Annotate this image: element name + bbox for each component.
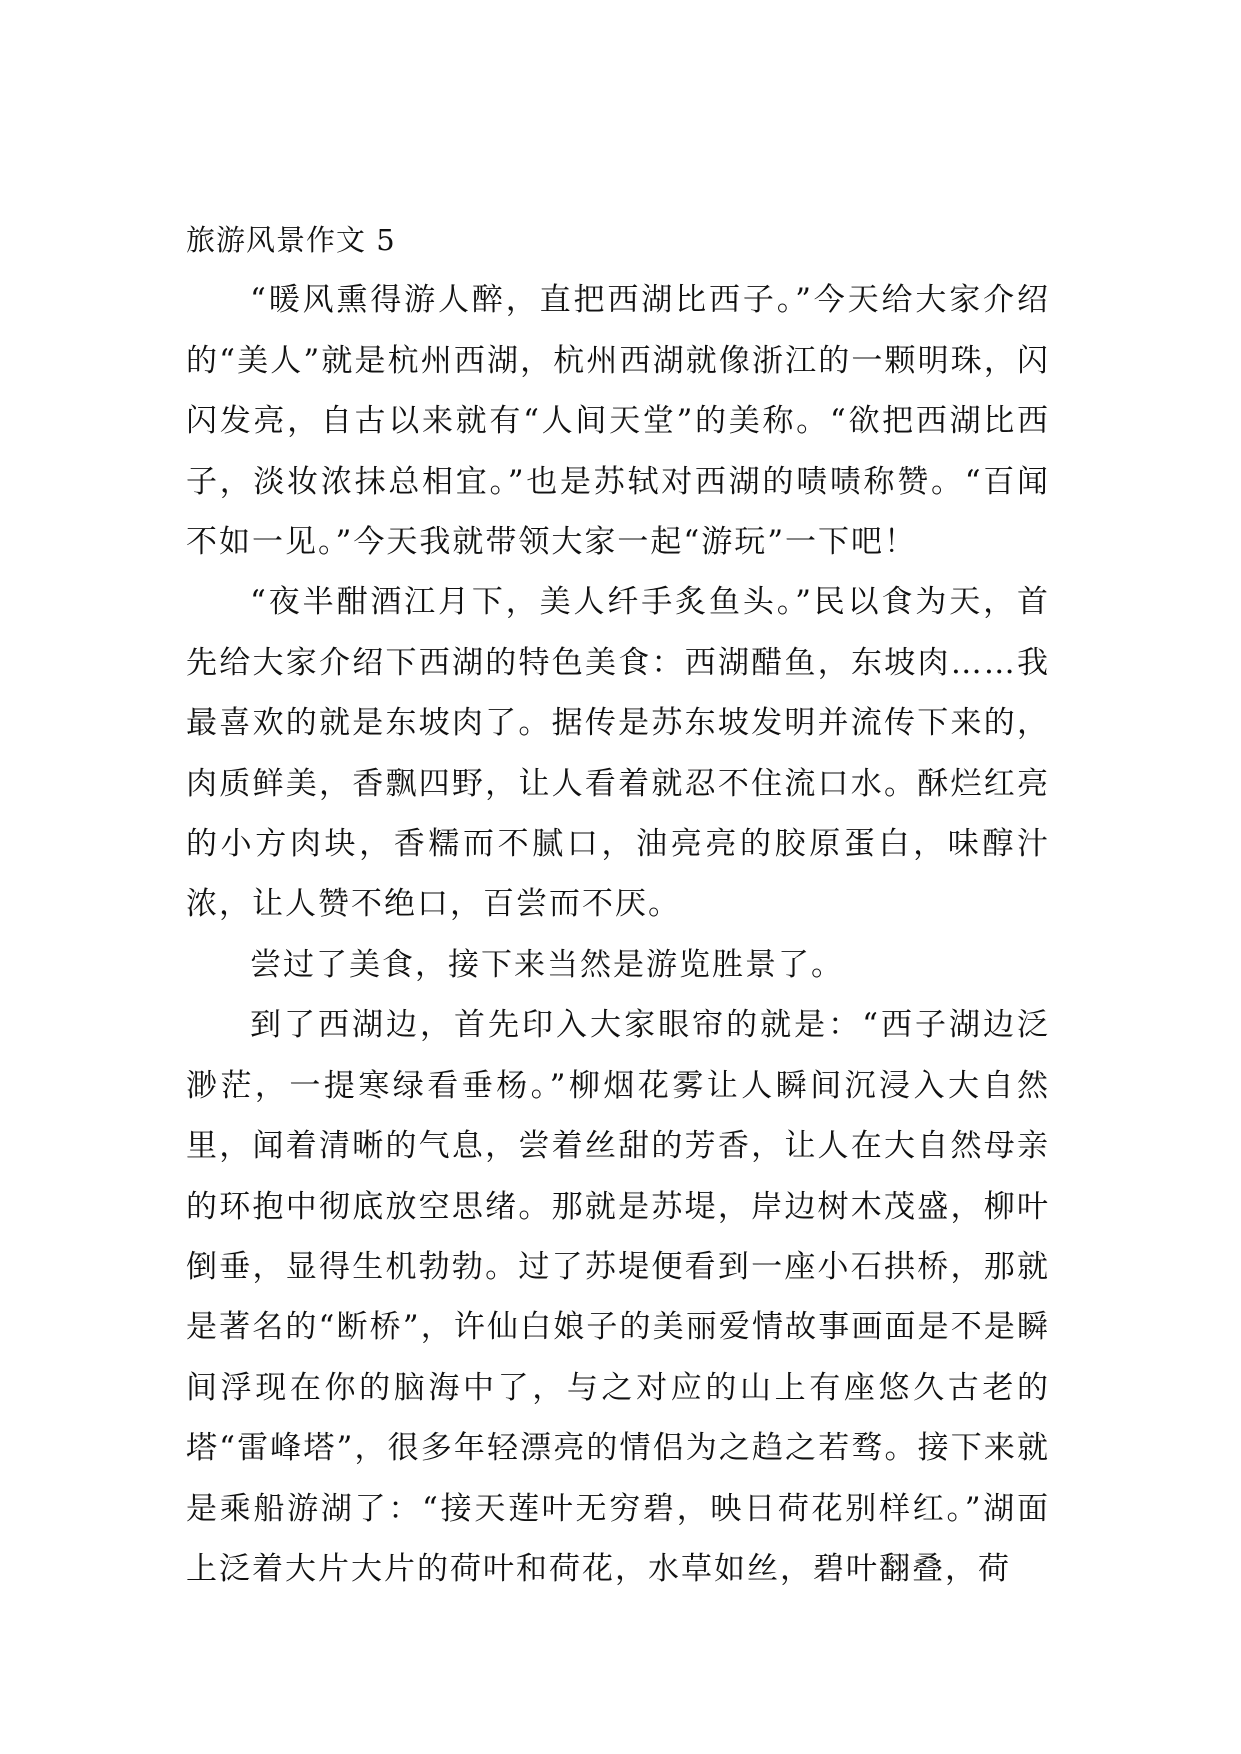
paragraph-intro: “暖风熏得游人醉，直把西湖比西子。”今天给大家介绍的“美人”就是杭州西湖，杭州西湖就像浙江的一颗明珠，闪闪发亮，自古以来就有“人间天堂”的美称。“欲把西湖比西子，淡妆浓抹总相宜。”也是苏轼对西湖的啧啧称赞。“百闻不如一见。”今天我就带领大家一起“游玩”一下吧！ <box>186 282 1050 561</box>
document-body <box>186 210 1050 1599</box>
paragraph-scenery: 到了西湖边，首先印入大家眼帘的就是：“西子湖边泛渺茫，一提寒绿看垂杨。”柳烟花雾让人瞬间沉浸入大自然里，闻着清晰的气息，尝着丝甜的芳香，让人在大自然母亲的环抱中彻底放空思绪。那就是苏堤，岸边树木茂盛，柳叶倒垂，显得生机勃勃。过了苏堤便看到一座小石拱桥，那就是著名的“断桥”，许仙白娘子的美丽爱情故事画面是不是瞬间浮现在你的脑海中了，与之对应的山上有座悠久古老的塔“雷峰塔”，很多年轻漂亮的情侣为之趋之若骛。接下来就是乘船游湖了：“接天莲叶无穷碧，映日荷花别样红。”湖面上泛着大片大片的荷叶和荷花，水草如丝，碧叶翻叠，荷 <box>186 1007 1050 1587</box>
paragraph-transition: 尝过了美食，接下来当然是游览胜景了。 <box>250 946 844 983</box>
document-title: 旅游风景作文 5 <box>186 223 396 257</box>
paragraph-food: “夜半酣酒江月下，美人纤手炙鱼头。”民以食为天，首先给大家介绍下西湖的特色美食：西湖醋鱼，东坡肉……我最喜欢的就是东坡肉了。据传是苏东坡发明并流传下来的，肉质鲜美，香飘四野，让人看着就忍不住流口水。酥烂红亮的小方肉块，香糯而不腻口，油亮亮的胶原蛋白，味醇汁浓，让人赞不绝口，百尝而不厌。 <box>186 584 1050 923</box>
